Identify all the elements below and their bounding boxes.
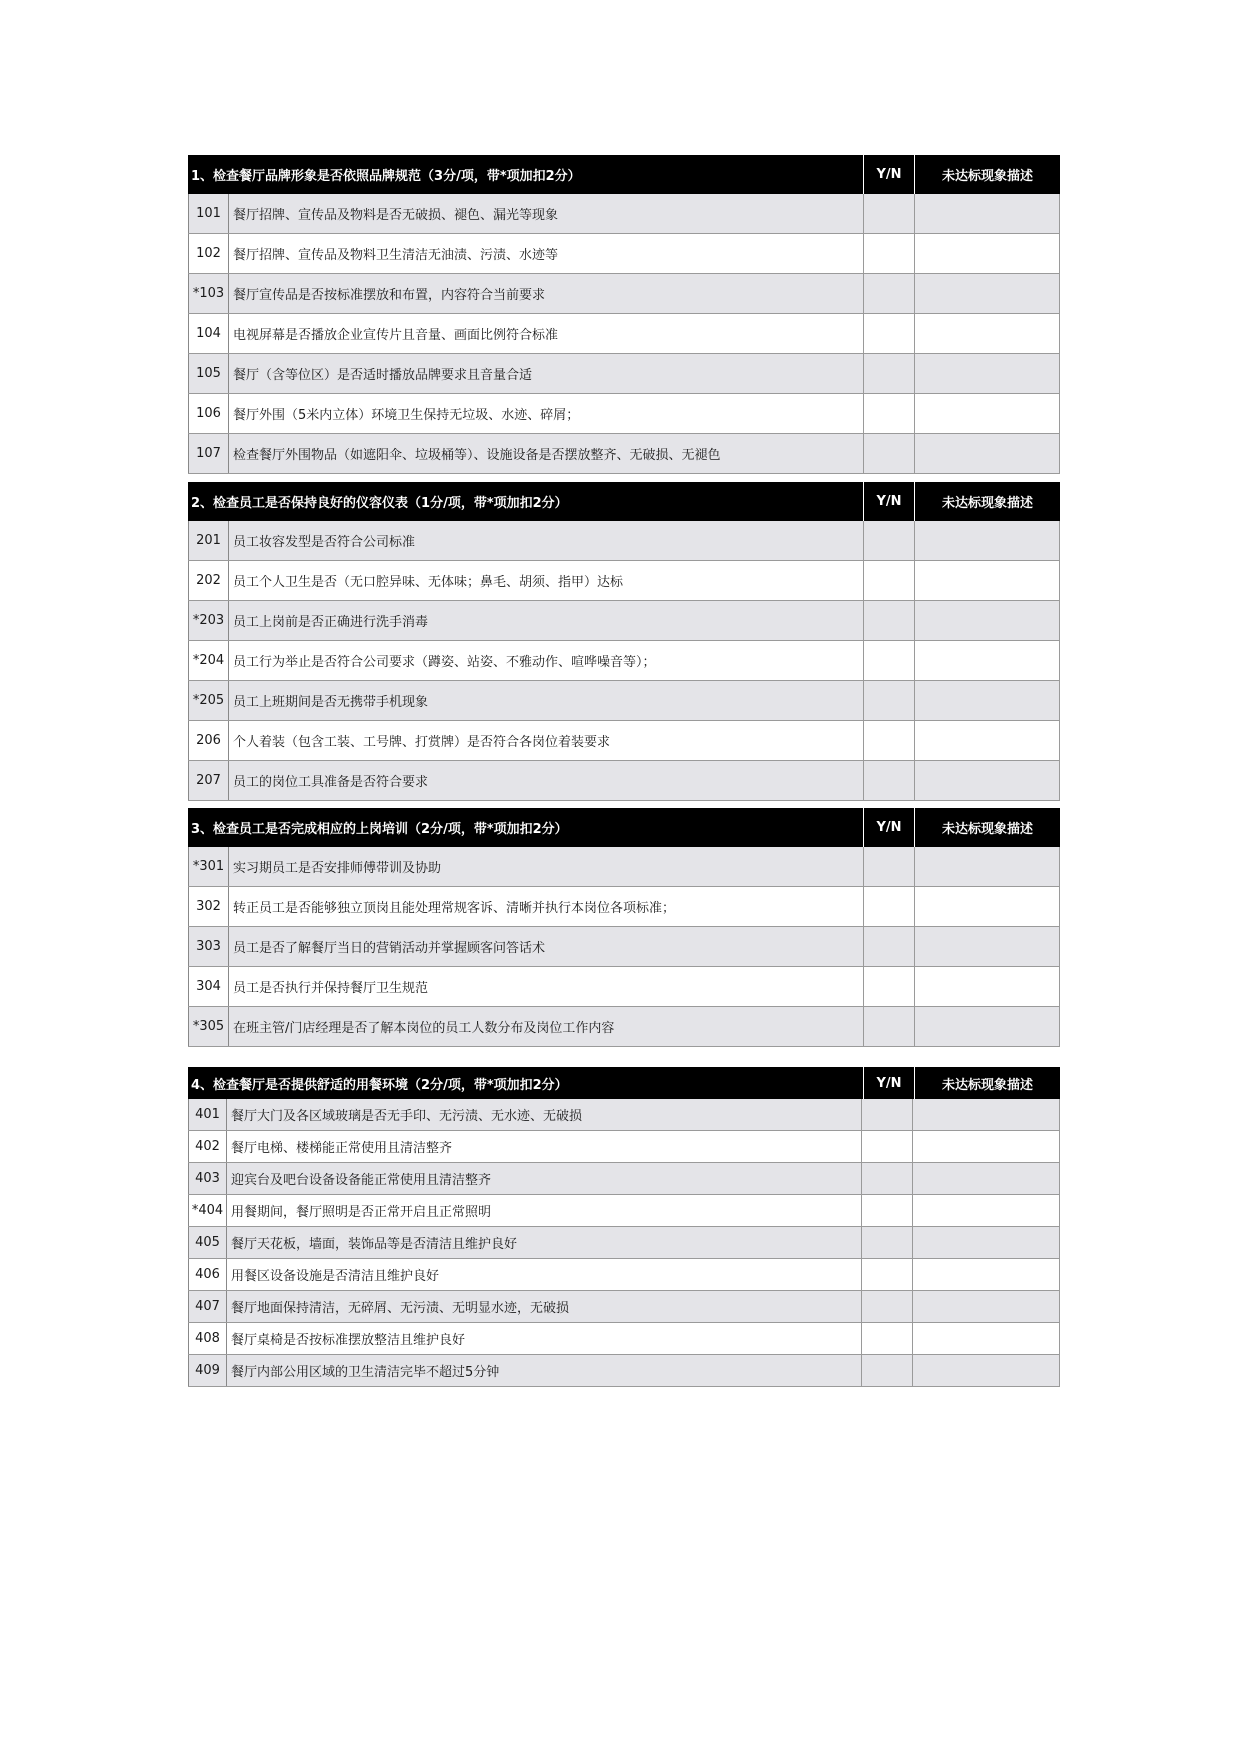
table-row — [188, 1099, 1060, 1131]
table-row — [188, 194, 1060, 234]
section-1-table — [188, 155, 1060, 474]
item-number: 302 — [188, 887, 229, 926]
yn-cell[interactable] — [863, 1007, 914, 1046]
description-cell[interactable] — [914, 847, 1060, 886]
description-cell[interactable] — [912, 1291, 1060, 1322]
item-criterion: 餐厅大门及各区域玻璃是否无手印、无污渍、无水迹、无破损 — [231, 1109, 583, 1124]
table-row — [188, 927, 1060, 967]
description-cell[interactable] — [914, 521, 1060, 560]
yn-cell[interactable] — [861, 1099, 912, 1130]
table-row — [188, 967, 1060, 1007]
item-criterion: 转正员工是否能够独立顶岗且能处理常规客诉、清晰并执行本岗位各项标准； — [233, 901, 676, 916]
item-criterion: 餐厅招牌、宣传品及物料卫生清洁无油渍、污渍、水迹等 — [233, 248, 559, 263]
table-row — [188, 1291, 1060, 1323]
yn-cell[interactable] — [861, 1323, 912, 1354]
description-cell[interactable] — [914, 1007, 1060, 1046]
yn-cell[interactable] — [863, 847, 914, 886]
item-criterion: 餐厅地面保持清洁，无碎屑、无污渍、无明显水迹，无破损 — [231, 1301, 570, 1316]
yn-cell[interactable] — [863, 194, 914, 233]
item-number: 405 — [188, 1227, 227, 1258]
item-criterion: 检查餐厅外围物品（如遮阳伞、垃圾桶等）、设施设备是否摆放整齐、无破损、无褪色 — [233, 448, 721, 463]
yn-cell[interactable] — [863, 561, 914, 600]
yn-cell[interactable] — [863, 234, 914, 273]
yn-cell[interactable] — [861, 1291, 912, 1322]
description-cell[interactable] — [912, 1323, 1060, 1354]
description-cell[interactable] — [912, 1355, 1060, 1386]
yn-column-header: Y/N — [863, 1067, 914, 1099]
item-number: 202 — [188, 561, 229, 600]
item-criterion: 个人着装（包含工装、工号牌、打赏牌）是否符合各岗位着装要求 — [233, 735, 611, 750]
description-cell[interactable] — [912, 1131, 1060, 1162]
table-row — [188, 1259, 1060, 1291]
item-number: 101 — [188, 194, 229, 233]
description-column-header: 未达标现象描述 — [914, 482, 1060, 521]
description-cell[interactable] — [914, 394, 1060, 433]
description-column-header: 未达标现象描述 — [914, 1067, 1060, 1099]
item-criterion: 餐厅电梯、楼梯能正常使用且清洁整齐 — [231, 1141, 453, 1156]
item-number: 408 — [188, 1323, 227, 1354]
description-cell[interactable] — [914, 314, 1060, 353]
section-3-table — [188, 808, 1060, 1047]
item-criterion: 在班主管/门店经理是否了解本岗位的员工人数分布及岗位工作内容 — [233, 1021, 615, 1036]
description-cell[interactable] — [914, 721, 1060, 760]
item-number: 401 — [188, 1099, 227, 1130]
table-row — [188, 721, 1060, 761]
description-cell[interactable] — [914, 234, 1060, 273]
item-criterion: 员工妆容发型是否符合公司标准 — [233, 535, 416, 550]
section-title: 3、检查员工是否完成相应的上岗培训（2分/项，带*项加扣2分） — [191, 822, 568, 837]
table-row — [188, 601, 1060, 641]
item-number: 409 — [188, 1355, 227, 1386]
item-number: 102 — [188, 234, 229, 273]
item-number: 104 — [188, 314, 229, 353]
table-row — [188, 234, 1060, 274]
section-header — [188, 1067, 1060, 1099]
item-number: 407 — [188, 1291, 227, 1322]
table-row — [188, 314, 1060, 354]
description-cell[interactable] — [914, 681, 1060, 720]
yn-column-header: Y/N — [863, 155, 914, 194]
yn-cell[interactable] — [861, 1355, 912, 1386]
table-row — [188, 1131, 1060, 1163]
item-number: 303 — [188, 927, 229, 966]
description-cell[interactable] — [914, 641, 1060, 680]
table-row — [188, 1355, 1060, 1387]
section-title: 1、检查餐厅品牌形象是否依照品牌规范（3分/项，带*项加扣2分） — [191, 169, 581, 184]
section-4-table — [188, 1067, 1060, 1387]
description-cell[interactable] — [912, 1195, 1060, 1226]
item-number: 304 — [188, 967, 229, 1006]
table-row — [188, 1007, 1060, 1047]
item-criterion: 餐厅内部公用区域的卫生清洁完毕不超过5分钟 — [231, 1365, 500, 1380]
item-number: 105 — [188, 354, 229, 393]
section-header — [188, 482, 1060, 521]
item-criterion: 员工是否执行并保持餐厅卫生规范 — [233, 981, 429, 996]
table-row — [188, 561, 1060, 601]
yn-cell[interactable] — [863, 434, 914, 473]
item-criterion: 餐厅（含等位区）是否适时播放品牌要求且音量合适 — [233, 368, 533, 383]
description-cell[interactable] — [914, 561, 1060, 600]
description-cell[interactable] — [914, 274, 1060, 313]
description-column-header: 未达标现象描述 — [914, 808, 1060, 847]
table-row — [188, 1195, 1060, 1227]
table-row — [188, 521, 1060, 561]
item-criterion: 员工上班期间是否无携带手机现象 — [233, 695, 429, 710]
yn-cell[interactable] — [863, 761, 914, 800]
yn-cell[interactable] — [863, 314, 914, 353]
table-row — [188, 1323, 1060, 1355]
section-title: 4、检查餐厅是否提供舒适的用餐环境（2分/项，带*项加扣2分） — [191, 1077, 568, 1093]
item-number: 406 — [188, 1259, 227, 1290]
description-cell[interactable] — [912, 1099, 1060, 1130]
table-row — [188, 274, 1060, 314]
table-row — [188, 887, 1060, 927]
yn-cell[interactable] — [863, 601, 914, 640]
yn-cell[interactable] — [863, 394, 914, 433]
item-number: *203 — [188, 601, 229, 640]
item-criterion: 餐厅桌椅是否按标准摆放整洁且维护良好 — [231, 1333, 466, 1348]
item-number: *103 — [188, 274, 229, 313]
section-title: 2、检查员工是否保持良好的仪容仪表（1分/项，带*项加扣2分） — [191, 496, 568, 511]
table-row — [188, 1227, 1060, 1259]
yn-cell[interactable] — [863, 887, 914, 926]
item-criterion: 用餐区设备设施是否清洁且维护良好 — [231, 1269, 440, 1284]
item-criterion: 餐厅宣传品是否按标准摆放和布置，内容符合当前要求 — [233, 288, 546, 303]
description-cell[interactable] — [914, 967, 1060, 1006]
section-header — [188, 808, 1060, 847]
table-row — [188, 681, 1060, 721]
section-header — [188, 155, 1060, 194]
item-criterion: 员工的岗位工具准备是否符合要求 — [233, 775, 429, 790]
description-cell[interactable] — [914, 887, 1060, 926]
yn-cell[interactable] — [863, 967, 914, 1006]
item-criterion: 实习期员工是否安排师傅带训及协助 — [233, 861, 442, 876]
item-criterion: 员工是否了解餐厅当日的营销活动并掌握顾客问答话术 — [233, 941, 546, 956]
item-criterion: 员工上岗前是否正确进行洗手消毒 — [233, 615, 429, 630]
item-number: *301 — [188, 847, 229, 886]
item-criterion: 餐厅天花板，墙面，装饰品等是否清洁且维护良好 — [231, 1237, 518, 1252]
item-criterion: 迎宾台及吧台设备设备能正常使用且清洁整齐 — [231, 1173, 492, 1188]
item-number: 201 — [188, 521, 229, 560]
yn-cell[interactable] — [863, 521, 914, 560]
table-row — [188, 434, 1060, 474]
description-cell[interactable] — [914, 354, 1060, 393]
table-row — [188, 761, 1060, 801]
yn-cell[interactable] — [861, 1227, 912, 1258]
item-number: 403 — [188, 1163, 227, 1194]
item-number: *205 — [188, 681, 229, 720]
yn-cell[interactable] — [861, 1163, 912, 1194]
description-cell[interactable] — [912, 1163, 1060, 1194]
item-number: *404 — [188, 1195, 227, 1226]
item-number: *204 — [188, 641, 229, 680]
description-cell[interactable] — [914, 194, 1060, 233]
item-criterion: 员工个人卫生是否（无口腔异味、无体味；鼻毛、胡须、指甲）达标 — [233, 575, 624, 590]
item-criterion: 餐厅外围（5米内立体）环境卫生保持无垃圾、水迹、碎屑； — [233, 408, 580, 423]
table-row — [188, 354, 1060, 394]
table-row — [188, 1163, 1060, 1195]
item-criterion: 电视屏幕是否播放企业宣传片且音量、画面比例符合标准 — [233, 328, 559, 343]
item-number: 402 — [188, 1131, 227, 1162]
description-column-header: 未达标现象描述 — [914, 155, 1060, 194]
table-row — [188, 847, 1060, 887]
item-number: *305 — [188, 1007, 229, 1046]
item-criterion: 员工行为举止是否符合公司要求（蹲姿、站姿、不雅动作、喧哗噪音等）； — [233, 655, 656, 670]
table-row — [188, 641, 1060, 681]
yn-cell[interactable] — [863, 641, 914, 680]
item-number: 206 — [188, 721, 229, 760]
yn-cell[interactable] — [861, 1131, 912, 1162]
item-number: 207 — [188, 761, 229, 800]
item-criterion: 用餐期间，餐厅照明是否正常开启且正常照明 — [231, 1205, 492, 1220]
yn-cell[interactable] — [863, 354, 914, 393]
description-cell[interactable] — [912, 1227, 1060, 1258]
item-number: 107 — [188, 434, 229, 473]
yn-cell[interactable] — [863, 681, 914, 720]
description-cell[interactable] — [914, 434, 1060, 473]
yn-cell[interactable] — [861, 1195, 912, 1226]
yn-column-header: Y/N — [863, 482, 914, 521]
table-row — [188, 394, 1060, 434]
description-cell[interactable] — [914, 927, 1060, 966]
yn-cell[interactable] — [861, 1259, 912, 1290]
yn-cell[interactable] — [863, 274, 914, 313]
description-cell[interactable] — [914, 761, 1060, 800]
description-cell[interactable] — [914, 601, 1060, 640]
item-criterion: 餐厅招牌、宣传品及物料是否无破损、褪色、漏光等现象 — [233, 208, 559, 223]
yn-cell[interactable] — [863, 721, 914, 760]
description-cell[interactable] — [912, 1259, 1060, 1290]
item-number: 106 — [188, 394, 229, 433]
section-2-table — [188, 482, 1060, 801]
yn-cell[interactable] — [863, 927, 914, 966]
yn-column-header: Y/N — [863, 808, 914, 847]
